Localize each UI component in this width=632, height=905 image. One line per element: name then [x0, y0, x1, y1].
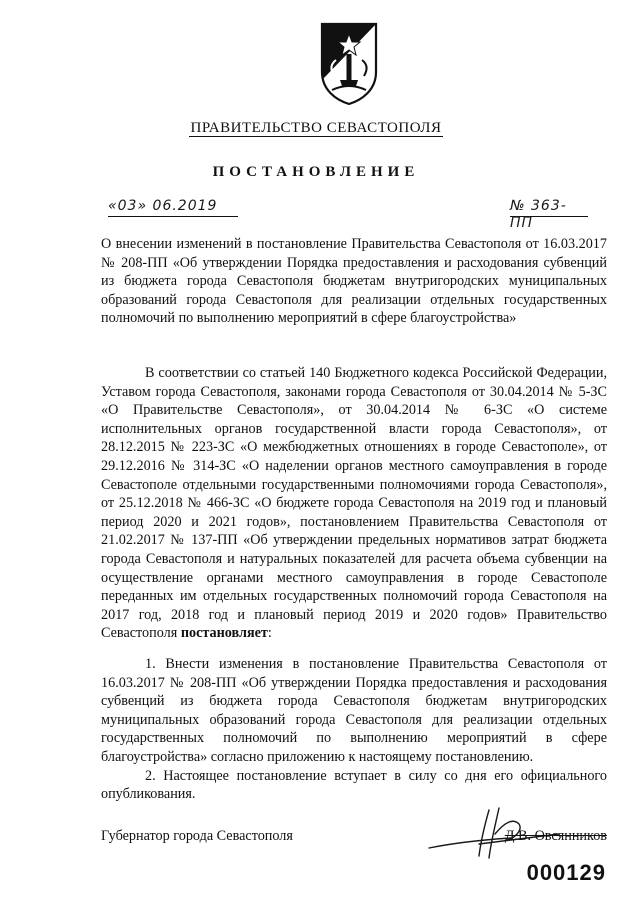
document-date-value: «03» 06.2019 [108, 198, 218, 214]
signature-block [101, 828, 607, 850]
preamble [101, 364, 607, 643]
resolution-item-2: 2. Настоящее постановление вступает в силу со дня его официального опубликования. [101, 767, 607, 803]
document-subject: О внесении изменений в постановление Правительства Севастополя от 16.03.2017 № 208-ПП «Об утверждении Порядка предоставления и расходования субвенций из бюджета города Севастополя бюджетам внутригородских муниципальных образований города Севастополя для реализации отдельных государственных полномочий по выполнению мероприятий в сфере благоустройства» [101, 236, 607, 327]
registry-number: 000129 [526, 860, 606, 885]
preamble-paragraph [101, 364, 607, 643]
signatory-name: Д.В. Овсянников [504, 828, 607, 844]
resolution-item-1: 1. Внести изменения в постановление Правительства Севастополя от 16.03.2017 № 208-ПП «Об утверждении Порядка предоставления и расходования субвенций из бюджета города Севастополя бюджетам внутригородских муниципальных образований города Севастополя для реализации отдельных государственных полномочий по выполнению мероприятий в сфере благоустройства» согласно приложению к настоящему постановлению. [101, 656, 607, 765]
preamble-end: : [267, 625, 272, 642]
document-number [510, 198, 588, 231]
sevastopol-coat-of-arms-icon [318, 20, 380, 106]
signatory-position: Губернатор города Севастополя [101, 828, 293, 844]
document-type-heading: ПОСТАНОВЛЕНИЕ [212, 164, 420, 180]
government-title [0, 120, 632, 137]
government-title-text: ПРАВИТЕЛЬСТВО СЕВАСТОПОЛЯ [190, 120, 442, 136]
document-date [108, 198, 238, 217]
preamble-text: В соответствии со статьей 140 Бюджетного кодекса Российской Федерации, Уставом города Севастополя, законами города Севастополя от 30.04.2014 № 5-ЗС «О Правительстве Севастополя», от 30.04.2014 № 6-ЗС «О системе исполнительных органов государственной власти города Севастополя», от 28.12.2015 № 223-ЗС «О межбюджетных отношениях в городе Севастополе», от 29.12.2016 № 314-ЗС «О наделении органов местного самоуправления в городе Севастополе отдельными государственными полномочиями города Севастополя», от 25.12.2018 № 466-ЗС «О бюджете города Севастополя на 2019 год и плановый период 2020 и 2021 годов», постановлением Правительства Севастополя от 21.02.2017 № 137-ПП «Об утверждении предельных нормативов затрат бюджета города Севастополя и натуральных показателей для расчета объема субвенции на осуществление органами местного самоуправления в городе Севастополе переданных им отдельных государственных полномочий города Севастополя на 2017 год, 2018 год и плановый период 2019 и 2020 годов» Правительство Севастополя [101, 365, 607, 642]
document-number-value: № 363-ПП [510, 198, 567, 231]
decree-word: постановляет [180, 625, 268, 642]
resolution-items [101, 655, 607, 804]
